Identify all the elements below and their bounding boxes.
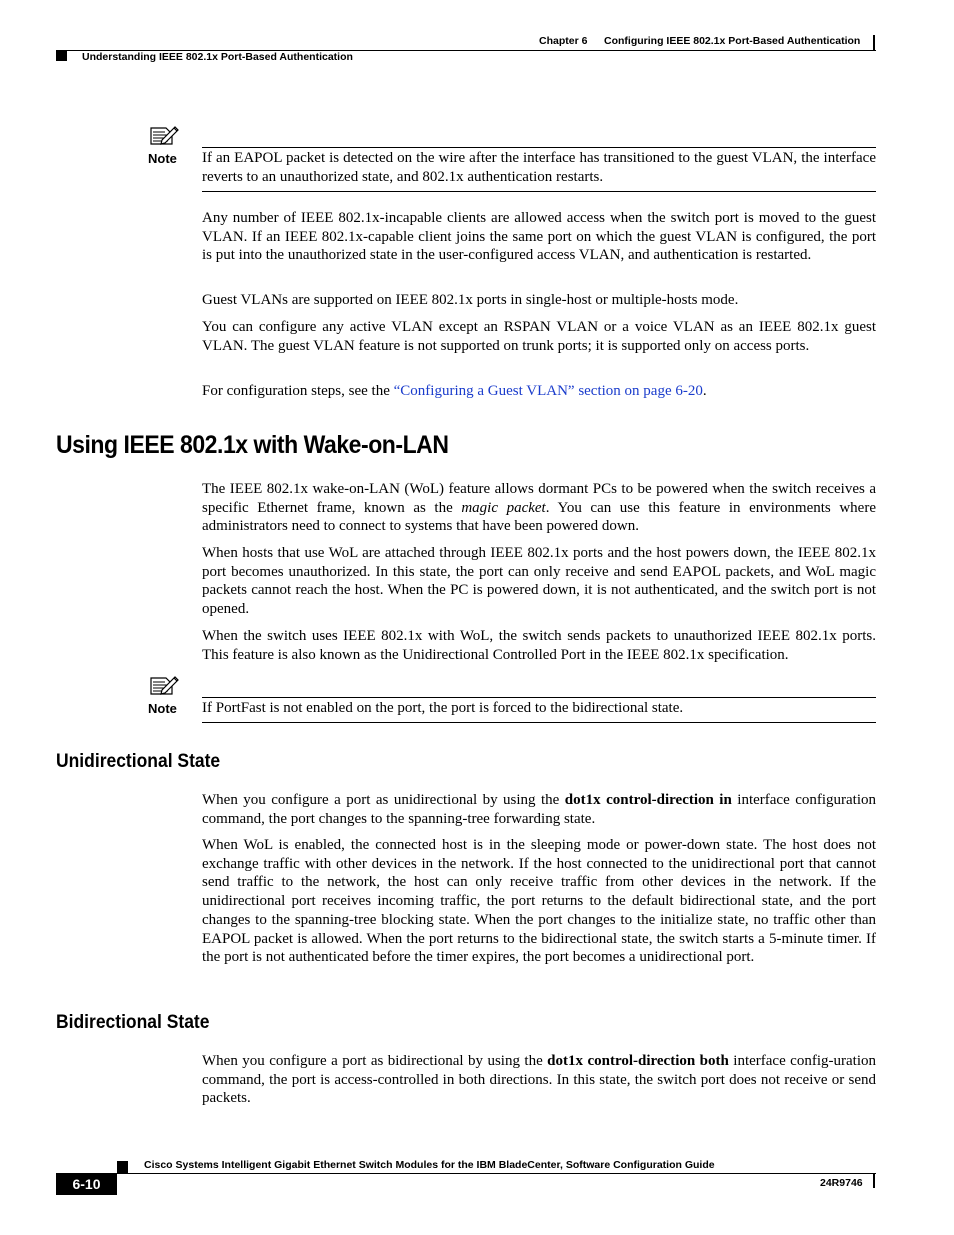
paragraph (202, 480, 876, 536)
note-bottom-rule (202, 191, 876, 192)
footer-left-block (117, 1161, 128, 1173)
section-heading-unidirectional: Unidirectional State (56, 751, 221, 772)
paragraph (202, 791, 876, 828)
text-run: When you configure a port as unidirectional by using the (202, 792, 565, 808)
section-heading-bidirectional: Bidirectional State (56, 1012, 210, 1033)
note-label: Note (148, 151, 177, 166)
note-text: If an EAPOL packet is detected on the wire after the interface has transitioned to the guest VLAN, the interface reverts to an unauthorized state, and 802.1x authentication restarts. (202, 150, 876, 185)
note-label: Note (148, 701, 177, 716)
command-text: dot1x control-direction both (547, 1053, 729, 1069)
paragraph (202, 1052, 876, 1108)
paragraph: When the switch uses IEEE 802.1x with WoL, the switch sends packets to unauthorized IEEE 802.1x ports. This feature is also known as the Unidirectional Controlled Port in the IEEE 802.1x specification. (202, 628, 876, 663)
text-run: The IEEE 802.1x wake-on-LAN (WoL) feature allows dormant PCs to be powered when the switch receives a specific Ethernet frame, known as the (202, 481, 876, 516)
note-pencil-icon (148, 674, 180, 696)
paragraph: Guest VLANs are supported on IEEE 802.1x ports in single-host or multiple-hosts mode. (202, 292, 739, 308)
section-heading-wol: Using IEEE 802.1x with Wake-on-LAN (56, 431, 449, 459)
guest-vlan-link[interactable]: “Configuring a Guest VLAN” section on page 6-20 (393, 383, 703, 399)
note-pencil-icon (148, 124, 180, 146)
note-top-rule (202, 697, 876, 698)
header-section: Understanding IEEE 802.1x Port-Based Authentication (82, 51, 353, 63)
config-reference-suffix: . (702, 383, 707, 399)
config-reference (202, 382, 876, 401)
header-chapter: Chapter 6 (539, 35, 588, 47)
paragraph: Any number of IEEE 802.1x-incapable clients are allowed access when the switch port is moved to the guest VLAN. If an IEEE 802.1x-capable client joins the same port on which the guest VLAN is configured, the port is put into the unauthorized state in the user-configured access VLAN, and authentication is restarted. (202, 210, 876, 264)
emphasis: magic packet (461, 499, 546, 516)
header-left-block (56, 51, 67, 61)
paragraph: You can configure any active VLAN except an RSPAN VLAN or a voice VLAN as an IEEE 802.1x guest VLAN. The guest VLAN feature is not supported on trunk ports; it is supported only on access ports. (202, 319, 876, 354)
footer-page-number: 6-10 (56, 1173, 117, 1195)
footer-book-title: Cisco Systems Intelligent Gigabit Ethernet Switch Modules for the IBM BladeCenter, Software Configuration Guide (144, 1159, 715, 1171)
config-reference-prefix: For configuration steps, see the (202, 383, 394, 399)
footer-rule (117, 1173, 876, 1174)
text-run: . You can use this feature in environments where administrators need to connect to systems that have been powered down. (202, 499, 876, 535)
paragraph: When hosts that use WoL are attached through IEEE 802.1x ports and the host powers down, the IEEE 802.1x port becomes unauthorized. In this state, the port can only receive and send EAPOL packets, and WoL magic packets cannot reach the host. When the PC is powered down, it is not authenticated, and the switch port is not opened. (202, 545, 876, 618)
text-run: interface configuration command, the port changes to the spanning-tree forwarding state. (202, 792, 877, 827)
paragraph: When WoL is enabled, the connected host is in the sleeping mode or power-down state. The host does not exchange traffic with other devices in the network. If the host connected to the unidirectional port that cannot send traffic to the network, the host can only receive traffic from other devices in the network. If the unidirectional port receives incoming traffic, the port returns to the default bidirectional state, and the port changes to the spanning-tree blocking state. When the port changes to the initialize state, no traffic other than EAPOL packet is allowed. When the port returns to the bidirectional state, the switch starts a 5-minute timer. If the port is not authenticated before the timer expires, the port becomes a unidirectional port. (202, 837, 876, 966)
header-chapter-title: Configuring IEEE 802.1x Port-Based Authentication (604, 35, 861, 47)
text-run: interface config-uration command, the port is access-controlled in both directions. In this state, the switch port does not receive or send packets. (202, 1053, 876, 1107)
command-text: dot1x control-direction in (564, 792, 732, 808)
note-top-rule (202, 147, 876, 148)
note-text: If PortFast is not enabled on the port, the port is forced to the bidirectional state. (202, 700, 684, 716)
footer-doc-number: 24R9746 (820, 1177, 863, 1189)
text-run: When you configure a port as bidirectional by using the (202, 1053, 548, 1069)
note-bottom-rule (202, 722, 876, 723)
header-right-bar (873, 35, 875, 50)
footer-right-bar (873, 1174, 875, 1188)
